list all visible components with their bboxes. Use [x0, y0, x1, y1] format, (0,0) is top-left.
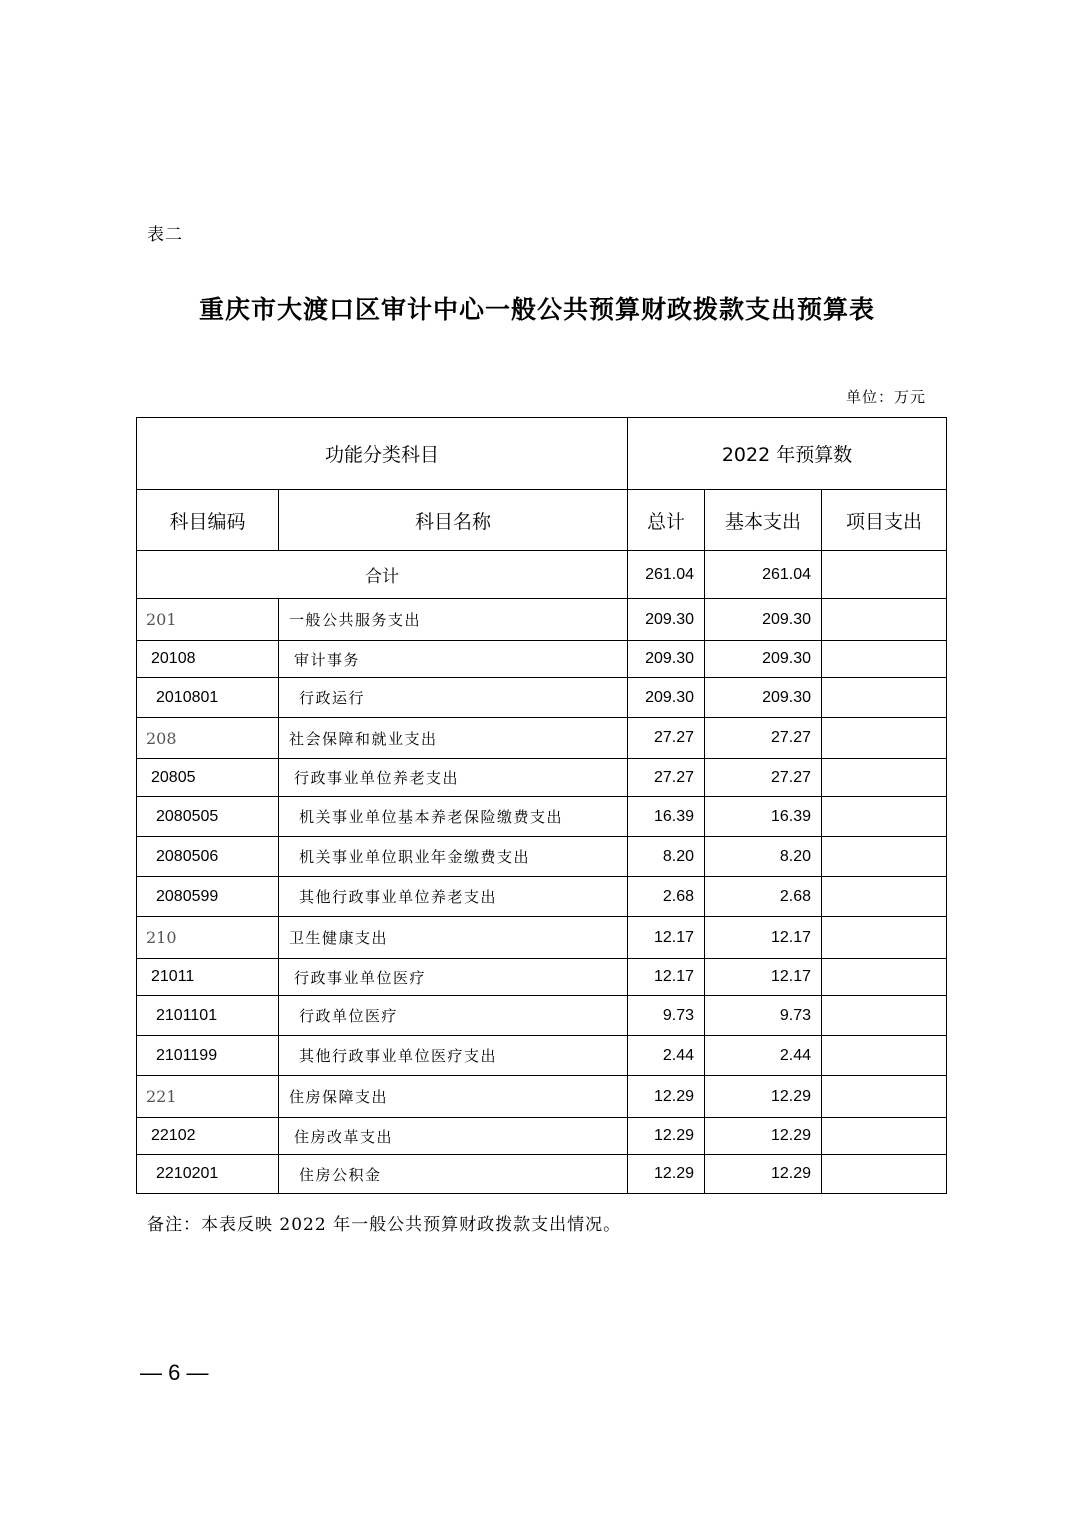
header-function-category: 功能分类科目 — [137, 418, 628, 490]
row-code: 20805 — [137, 759, 279, 797]
row-total: 27.27 — [628, 718, 705, 759]
row-basic: 12.29 — [705, 1076, 822, 1118]
table-row — [137, 599, 947, 641]
row-name: 行政运行 — [279, 678, 628, 718]
row-code: 201 — [137, 599, 279, 641]
row-name: 卫生健康支出 — [279, 917, 628, 959]
table-row — [137, 959, 947, 996]
row-project — [822, 917, 947, 959]
row-total: 209.30 — [628, 599, 705, 641]
row-name: 机关事业单位职业年金缴费支出 — [279, 837, 628, 877]
row-name: 住房公积金 — [279, 1155, 628, 1194]
row-name: 其他行政事业单位医疗支出 — [279, 1036, 628, 1076]
header-project: 项目支出 — [822, 490, 947, 551]
row-total: 12.29 — [628, 1118, 705, 1155]
table-row — [137, 759, 947, 797]
row-basic: 12.17 — [705, 917, 822, 959]
budget-table — [136, 417, 947, 1194]
row-basic: 209.30 — [705, 678, 822, 718]
header-budget-year: 2022 年预算数 — [628, 418, 947, 490]
header-total: 总计 — [628, 490, 705, 551]
row-name: 行政事业单位养老支出 — [279, 759, 628, 797]
header-basic: 基本支出 — [705, 490, 822, 551]
table-row — [137, 1076, 947, 1118]
row-total: 209.30 — [628, 678, 705, 718]
row-basic: 27.27 — [705, 718, 822, 759]
page-number: — 6 — — [140, 1360, 209, 1385]
row-project — [822, 599, 947, 641]
row-basic: 2.44 — [705, 1036, 822, 1076]
row-code: 2080506 — [137, 837, 279, 877]
table-row — [137, 641, 947, 678]
row-name: 行政事业单位医疗 — [279, 959, 628, 996]
row-basic: 209.30 — [705, 599, 822, 641]
row-total: 12.29 — [628, 1155, 705, 1194]
row-basic: 27.27 — [705, 759, 822, 797]
row-code: 2210201 — [137, 1155, 279, 1194]
row-basic: 12.29 — [705, 1118, 822, 1155]
row-code: 21011 — [137, 959, 279, 996]
row-project — [822, 797, 947, 837]
total-total-value: 261.04 — [628, 551, 705, 599]
row-basic: 12.17 — [705, 959, 822, 996]
row-code: 2101199 — [137, 1036, 279, 1076]
row-name: 社会保障和就业支出 — [279, 718, 628, 759]
row-total: 2.44 — [628, 1036, 705, 1076]
row-name: 行政单位医疗 — [279, 996, 628, 1036]
row-basic: 16.39 — [705, 797, 822, 837]
row-code: 208 — [137, 718, 279, 759]
row-total: 209.30 — [628, 641, 705, 678]
table-row — [137, 1155, 947, 1194]
row-project — [822, 837, 947, 877]
total-basic-value: 261.04 — [705, 551, 822, 599]
row-project — [822, 959, 947, 996]
row-project — [822, 996, 947, 1036]
total-label: 合计 — [137, 551, 628, 599]
row-total: 8.20 — [628, 837, 705, 877]
header-code: 科目编码 — [137, 490, 279, 551]
row-basic: 2.68 — [705, 877, 822, 917]
header-name: 科目名称 — [279, 490, 628, 551]
row-code: 2080505 — [137, 797, 279, 837]
row-name: 机关事业单位基本养老保险缴费支出 — [279, 797, 628, 837]
table-row — [137, 877, 947, 917]
document-title: 重庆市大渡口区审计中心一般公共预算财政拨款支出预算表 — [198, 295, 875, 324]
row-name: 住房改革支出 — [279, 1118, 628, 1155]
row-total: 12.17 — [628, 917, 705, 959]
row-name: 一般公共服务支出 — [279, 599, 628, 641]
table-row — [137, 996, 947, 1036]
row-project — [822, 1155, 947, 1194]
row-code: 210 — [137, 917, 279, 959]
row-code: 2080599 — [137, 877, 279, 917]
table-row — [137, 797, 947, 837]
table-row — [137, 1036, 947, 1076]
row-total: 16.39 — [628, 797, 705, 837]
table-row — [137, 1118, 947, 1155]
row-basic: 8.20 — [705, 837, 822, 877]
row-code: 221 — [137, 1076, 279, 1118]
row-project — [822, 678, 947, 718]
table-number: 表二 — [147, 225, 183, 245]
row-total: 12.17 — [628, 959, 705, 996]
row-code: 2101101 — [137, 996, 279, 1036]
table-row — [137, 678, 947, 718]
table-row — [137, 837, 947, 877]
row-project — [822, 1118, 947, 1155]
row-code: 2010801 — [137, 678, 279, 718]
row-total: 2.68 — [628, 877, 705, 917]
table-row — [137, 718, 947, 759]
row-project — [822, 718, 947, 759]
remark-note: 备注：本表反映 2022 年一般公共预算财政拨款支出情况。 — [147, 1215, 622, 1235]
total-row — [137, 551, 947, 599]
row-name: 住房保障支出 — [279, 1076, 628, 1118]
row-project — [822, 759, 947, 797]
row-total: 27.27 — [628, 759, 705, 797]
table-row — [137, 917, 947, 959]
row-project — [822, 1076, 947, 1118]
row-name: 其他行政事业单位养老支出 — [279, 877, 628, 917]
row-total: 9.73 — [628, 996, 705, 1036]
row-code: 20108 — [137, 641, 279, 678]
row-basic: 9.73 — [705, 996, 822, 1036]
row-basic: 12.29 — [705, 1155, 822, 1194]
row-project — [822, 1036, 947, 1076]
row-basic: 209.30 — [705, 641, 822, 678]
row-project — [822, 641, 947, 678]
row-project — [822, 877, 947, 917]
unit-label: 单位：万元 — [846, 388, 927, 406]
row-code: 22102 — [137, 1118, 279, 1155]
row-name: 审计事务 — [279, 641, 628, 678]
total-project-value — [822, 551, 947, 599]
row-total: 12.29 — [628, 1076, 705, 1118]
